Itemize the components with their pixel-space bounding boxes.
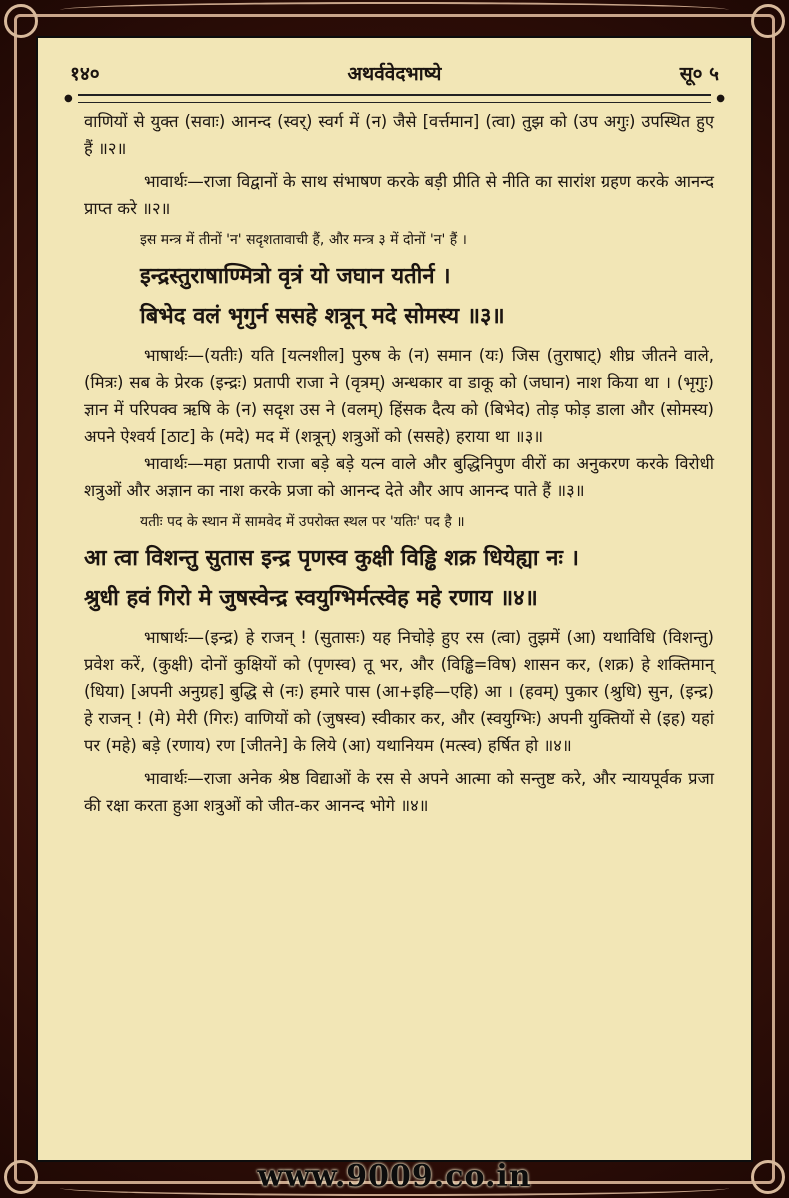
- mantra-line: बिभेद वलं भृगुर्न ससहे शत्रून् मदे सोमस्य ॥३॥: [140, 303, 505, 329]
- bhashartha-paragraph: भाषार्थः—(यतीः) यति [यत्नशील] पुरुष के (न) समान (यः) जिस (तुराषाट्) शीघ्र जीतने वाले, (मित्रः) सब के प्रेरक (इन्द्रः) प्रतापी राजा ने (वृत्रम्) अन्धकार वा डाकू को (जघान) नाश किया था । (भृगुः) ज्ञान में परिपक्व ऋषि के (न) सदृश उस ने (वलम्) हिंसक दैत्य को (बिभेद) तोड़ फोड़ डाला और (सोमस्य) अपने ऐश्वर्य [ठाट] के (मदे) मद में (शत्रून्) शत्रुओं को (ससहे) हराया था ॥३॥: [84, 346, 714, 446]
- paragraph: वाणियों से युक्त (सवाः) आनन्द (स्वर्) स्वर्ग में (न) जैसे [वर्त्तमान] (त्वा) तुझ को (उप अगुः) उपस्थित हुए हैं ॥२॥: [84, 112, 714, 158]
- rule-dot-icon: ●: [716, 93, 725, 104]
- page-number: १४०: [70, 63, 100, 85]
- bhavarth-paragraph: भावार्थः—महा प्रतापी राजा बड़े बड़े यत्न वाले और बुद्धिनिपुण वीरों का अनुकरण करके विरोधी शत्रुओं और अज्ञान का नाश करके प्रजा को आनन्द देते और आप आनन्द पाते हैं ॥३॥: [84, 454, 714, 500]
- bhashartha-paragraph: भाषार्थः—(इन्द्र) हे राजन् ! (सुतासः) यह निचोड़े हुए रस (त्वा) तुझमें (आ) यथाविधि (विशन्तु) प्रवेश करें, (कुक्षी) दोनों कुक्षियों को (पृणस्व) तू भर, और (विड्ढि=विष) शासन कर, (शक्र) हे शक्तिमान् (धिया) [अपनी अनुग्रह] बुद्धि से (नः) हमारे पास (आ+इहि—एहि) आ । (हवम्) पुकार (श्रुधि) सुन, (इन्द्र) हे राजन् ! (मे) मेरी (गिरः) वाणियों को (जुषस्व) स्वीकार कर, और (स्वयुग्भिः) अपनी युक्तियों से (इह) यहां पर (महे) बड़े (रणाय) रण [जीतने] के लिये (आ) यथानियम (मत्स्व) हर्षित हो ॥४॥: [84, 628, 714, 755]
- sukta-number: सू० ५: [679, 63, 719, 85]
- mantra-line: श्रुधी हवं गिरो मे जुषस्वेन्द्र स्वयुग्भिर्मत्स्वेह महे रणाय ॥४॥: [84, 585, 538, 611]
- page-content: [84, 108, 714, 819]
- rule-dot-icon: ●: [64, 93, 73, 104]
- mantra-line: इन्द्रस्तुराषाण्मित्रो वृत्रं यो जघान यतीर्न ।: [140, 263, 451, 289]
- website-watermark: www.9009.co.in: [257, 1159, 532, 1194]
- border-swirl-top: [60, 2, 729, 18]
- corner-ornament-icon: [751, 4, 785, 38]
- bhavarth-paragraph: भावार्थः—राजा अनेक श्रेष्ठ विद्याओं के रस से अपने आत्मा को सन्तुष्ट करे, और न्यायपूर्वक प्रजा की रक्षा करता हुआ शत्रुओं को जीत-कर आनन्द भोगे ॥४॥: [84, 769, 714, 815]
- page-header: [60, 60, 729, 90]
- bhavarth-paragraph: भावार्थः—राजा विद्वानों के साथ संभाषण करके बड़ी प्रीति से नीति का सारांश ग्रहण करके आनन्द प्राप्त करे ॥२॥: [84, 172, 714, 218]
- corner-ornament-icon: [4, 4, 38, 38]
- document-page: [36, 36, 753, 1162]
- header-rule: [64, 93, 725, 104]
- mantra-line: आ त्वा विशन्तु सुतास इन्द्र पृणस्व कुक्षी विड्ढि शक्र धियेह्या नः ।: [84, 545, 579, 571]
- note-line: यतीः पद के स्थान में सामवेद में उपरोक्त स्थल पर 'यतिः' पद है ॥: [140, 514, 465, 530]
- book-title: अथर्ववेदभाष्ये: [347, 63, 442, 85]
- note-line: इस मन्त्र में तीनों 'न' सदृशतावाची हैं, और मन्त्र ३ में दोनों 'न' हैं ।: [140, 232, 467, 248]
